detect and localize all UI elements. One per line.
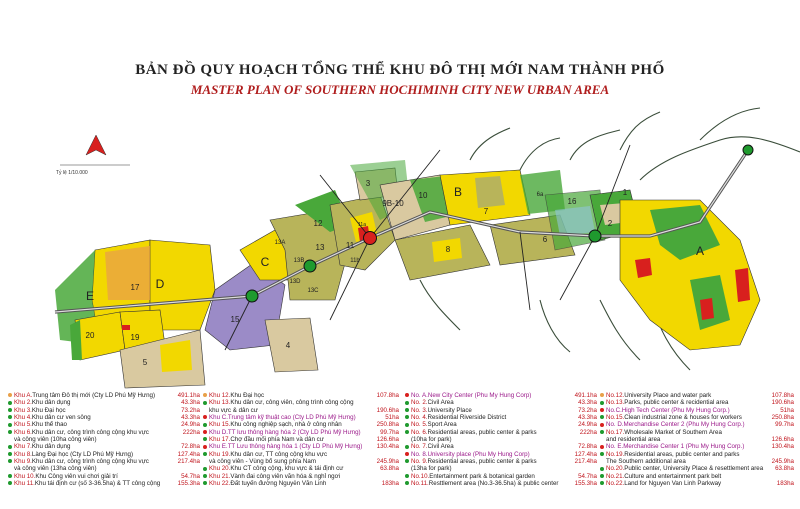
legend-area: 190.6ha [376, 406, 399, 414]
legend-marker-icon [405, 474, 409, 478]
zone-label-A: A [695, 244, 705, 258]
legend-desc: Khu Đại học [31, 406, 66, 414]
zone-label-11: 11 [345, 241, 355, 250]
legend-desc: The Southern additional area [606, 458, 686, 466]
legend-row [203, 465, 399, 472]
legend-key: Khu 10. [14, 472, 36, 480]
legend-row [203, 436, 399, 443]
legend-desc: Đất tuyến đường Nguyễn Văn Linh [230, 480, 327, 488]
zone-label-B: B [453, 185, 463, 199]
legend-area: 127.4ha [177, 450, 200, 458]
legend-marker-icon [203, 423, 207, 427]
legend-row [203, 473, 399, 480]
legend-english-1 [405, 392, 597, 487]
legend-row [8, 392, 200, 399]
legend-marker-icon [600, 445, 604, 449]
legend-row [203, 399, 399, 406]
legend-marker-icon [203, 474, 207, 478]
legend-desc: University Place and water park [624, 392, 712, 399]
legend-marker-icon [600, 401, 604, 405]
legend-key: No.15. [606, 414, 625, 422]
legend-marker-icon [8, 423, 12, 427]
legend-key: No. 5. [411, 421, 428, 429]
legend-key: No.17. [606, 428, 625, 436]
legend-area: 245.9ha [376, 458, 399, 466]
legend-desc: Sport Area [427, 421, 457, 429]
legend-marker-icon [8, 401, 12, 405]
legend-desc: and residential area [606, 436, 661, 444]
legend-marker-icon [600, 467, 604, 471]
interchange-4 [589, 230, 601, 242]
legend-row [203, 451, 399, 458]
legend-key: Khu D. [209, 428, 228, 436]
legend-desc: Land for Nguyen Van Linh Parkway [624, 480, 722, 488]
legend-desc: Khu dân dụng [31, 443, 71, 451]
legend-desc: TT lưu thông hàng hóa 2 (Cty LD Phú Mỹ Hưng) [227, 428, 361, 436]
legend-row [405, 414, 597, 421]
zone-label-E: E [85, 289, 95, 303]
legend-area: 73.2ha [578, 406, 597, 414]
zone-label-D: D [155, 277, 165, 291]
legend-area: 222ha [579, 428, 597, 436]
zone-label-8: 8 [445, 245, 451, 254]
legend-marker-icon [8, 408, 12, 412]
legend-desc: Trung tâm Đô thị mới (Cty LD Phú Mỹ Hưng) [32, 392, 156, 399]
legend-key: Khu A. [14, 392, 33, 399]
zone-label-2: 2 [607, 219, 613, 228]
legend-marker-icon [8, 452, 12, 456]
legend-key: Khu 15. [209, 421, 231, 429]
legend-desc: Khu CT công cộng, khu vực & tái định cư [230, 465, 344, 473]
legend-area: 155.3ha [574, 480, 597, 488]
legend-desc: Wholesale Market of Southern Area [624, 428, 722, 436]
legend-key: No.22. [606, 480, 625, 488]
legend-row [8, 414, 200, 421]
legend-desc: Khu Đại học [230, 392, 265, 399]
zone-label-10: 10 [418, 191, 428, 200]
legend-desc: Civil Area [427, 443, 454, 451]
map-title-vietnamese: BẢN ĐỒ QUY HOẠCH TỔNG THỂ KHU ĐÔ THỊ MỚI NAM THÀNH PHỐ [135, 62, 665, 78]
scale-label: Tỷ lệ 1/10.000 [56, 170, 88, 176]
legend-row [203, 392, 399, 399]
legend-row [600, 392, 794, 399]
zone-4-area [265, 318, 318, 372]
legend-row [8, 407, 200, 414]
legend-row [600, 414, 794, 421]
legend-key: Khu 19. [209, 450, 231, 458]
legend-marker-icon [203, 415, 207, 419]
interchange-1 [246, 290, 258, 302]
legend-key: No. 3. [411, 406, 428, 414]
legend-desc: Civil Area [427, 399, 454, 407]
legend-desc: Resttlement area (No.3-36.5ha) & public center [428, 480, 559, 488]
legend-row [600, 429, 794, 436]
legend-marker-icon [405, 401, 409, 405]
legend-desc: Clean industrial zone & houses for workers [624, 414, 742, 422]
legend-key: No.20. [606, 465, 625, 473]
legend-row [8, 421, 200, 428]
legend-marker-icon [203, 401, 207, 405]
legend-area: 51ha [780, 406, 794, 414]
legend-key: No. 8. [411, 450, 428, 458]
legend-row [8, 443, 200, 450]
legend-desc: Khu dân cư, TT công cộng khu vực [230, 450, 328, 458]
legend-desc: University Place [427, 406, 472, 414]
legend-marker-icon [600, 393, 604, 397]
legend-key: Khu 17. [209, 436, 231, 444]
legend-key: Khu 21. [209, 472, 231, 480]
legend-row [405, 392, 597, 399]
legend-key: Khu 12. [209, 392, 231, 399]
legend-area: 73.2ha [181, 406, 200, 414]
legend-desc: khu vực & dân cư [209, 406, 258, 414]
legend-area: 183ha [776, 480, 794, 488]
legend-area: 43.3ha [181, 399, 200, 407]
legend-key: Khu 9. [14, 458, 32, 466]
legend-marker-icon [405, 408, 409, 412]
legend-key: Khu 8. [14, 450, 32, 458]
legend-desc: và công viên (13ha công viên) [14, 465, 97, 473]
legend-area: 130.4ha [376, 443, 399, 451]
zone-label-7: 7 [483, 207, 489, 216]
legend-marker-icon [405, 459, 409, 463]
legend-desc: Khu Công viên vui chơi giải trí [35, 472, 118, 480]
legend-key: No.C. [606, 406, 622, 414]
legend-desc: Entertainment park & botanical garden [429, 472, 535, 480]
zone-label-9B-10: 9B-10 [382, 199, 404, 208]
legend-key: No. 6. [411, 428, 428, 436]
legend-desc: Vành đai công viên văn hóa & nghỉ ngơi [230, 472, 341, 480]
legend-key: No.12. [606, 392, 625, 399]
legend-desc: Residential areas, public center & parks [427, 458, 537, 466]
legend-marker-icon [203, 445, 207, 449]
legend-desc: Khu dân cư, công trình công cộng khu vực [31, 428, 149, 436]
legend-marker-icon [8, 393, 12, 397]
legend-area: 107.8ha [376, 392, 399, 399]
legend-row [600, 458, 794, 465]
legend-row [8, 451, 200, 458]
zone-label-4: 4 [285, 341, 291, 350]
legend-key: No. 4. [411, 414, 428, 422]
legend-marker-icon [600, 452, 604, 456]
legend-marker-icon [405, 452, 409, 456]
legend-desc: Merchandise Center 2 (Phu My Hung Corp.) [623, 421, 745, 429]
legend-marker-icon [203, 437, 207, 441]
zone-label-5: 5 [142, 358, 148, 367]
legend-key: Khu 4. [14, 414, 32, 422]
legend-key: No. A. [411, 392, 428, 399]
legend-marker-icon [600, 481, 604, 485]
legend-key: Khu 3. [14, 406, 32, 414]
legend-marker-icon [405, 423, 409, 427]
legend-desc: Trung tâm kỹ thuật cao (Cty LD Phú Mỹ Hưng) [227, 414, 356, 422]
legend-row [405, 465, 597, 472]
zone-label-15: 15 [230, 315, 240, 324]
legend-desc: Parks, public center & recidential area [624, 399, 729, 407]
legend-marker-icon [405, 415, 409, 419]
legend-desc: Culture and entertainment park belt [624, 472, 722, 480]
legend-desc: Khu dân cư, công trình công cộng khu vực [31, 458, 149, 466]
legend-row [600, 473, 794, 480]
legend-area: 250.8ha [771, 414, 794, 422]
legend-marker-icon [600, 408, 604, 412]
legend-row [405, 429, 597, 436]
legend-key: Khu 13. [209, 399, 231, 407]
legend-row [405, 407, 597, 414]
legend-row [405, 399, 597, 406]
legend-desc: Public center, University Place & resettlement area [624, 465, 764, 473]
north-arrow-icon [60, 135, 130, 165]
legend-row [405, 436, 597, 443]
legend-area: 250.8ha [376, 421, 399, 429]
zone-label-17: 17 [130, 283, 140, 292]
legend-row [405, 480, 597, 487]
legend-row [405, 451, 597, 458]
legend-marker-icon [600, 423, 604, 427]
legend-area: 217.4ha [177, 458, 200, 466]
legend-area: 72.8ha [578, 443, 597, 451]
legend-marker-icon [8, 445, 12, 449]
legend-marker-icon [8, 430, 12, 434]
zone-label-13D: 13D [289, 279, 301, 285]
legend-vietnamese-1 [8, 392, 200, 487]
legend-row [405, 473, 597, 480]
zone-label-16: 16 [567, 197, 577, 206]
legend-area: 63.8ha [380, 465, 399, 473]
legend-marker-icon [8, 474, 12, 478]
legend-area: 130.4ha [771, 443, 794, 451]
zone-label-20: 20 [85, 331, 95, 340]
legend-desc: Merchandise Center 1 (Phu My Hung Corp.) [623, 443, 745, 451]
legend-area: 43.3ha [578, 414, 597, 422]
legend-area: 222ha [182, 428, 200, 436]
legend-row [600, 451, 794, 458]
legend-vietnamese-2 [203, 392, 399, 487]
legend-area: 126.6ha [376, 436, 399, 444]
legend-key: Khu 5. [14, 421, 32, 429]
legend-area: 54.7ha [578, 472, 597, 480]
zone-label-1: 1 [622, 188, 628, 197]
legend-area: 43.3ha [181, 414, 200, 422]
legend-row [203, 480, 399, 487]
legend-row [203, 443, 399, 450]
zone-label-12: 12 [313, 219, 323, 228]
zone-A-area [620, 200, 760, 350]
legend-key: Khu 2. [14, 399, 32, 407]
legend-area: 51ha [385, 414, 399, 422]
legend-key: No.21. [606, 472, 625, 480]
legend-marker-icon [600, 474, 604, 478]
legend-key: Khu 6. [14, 428, 32, 436]
legend-key: Khu 20. [209, 465, 231, 473]
legend-area: 491.1ha [177, 392, 200, 399]
legend-marker-icon [203, 481, 207, 485]
legend-area: 491.1ha [574, 392, 597, 399]
legend-desc: Khu tái định cư (số 3-36.5ha) & TT công cộng [34, 480, 161, 488]
legend-marker-icon [405, 430, 409, 434]
legend-area: 126.6ha [771, 436, 794, 444]
legend-area: 24.9ha [181, 421, 200, 429]
legend-desc: (13ha for park) [411, 465, 452, 473]
legend-marker-icon [8, 415, 12, 419]
legend-key: Khu E. [209, 443, 228, 451]
legend-area: 72.8ha [181, 443, 200, 451]
interchange-3 [364, 232, 377, 245]
legend-row [8, 480, 200, 487]
legend-row [203, 407, 399, 414]
legend-area: 63.8ha [775, 465, 794, 473]
legend-row [600, 480, 794, 487]
legend-english-2 [600, 392, 794, 487]
legend-area: 245.9ha [771, 458, 794, 466]
legend-row [405, 443, 597, 450]
legend-row [8, 465, 200, 472]
legend-desc: Khu thể thao [31, 421, 67, 429]
legend-row [203, 414, 399, 421]
legend-area: 107.8ha [771, 392, 794, 399]
legend-desc: TT Lưu thông hàng hóa 1 (Cty LD Phú Mỹ Hưng) [227, 443, 363, 451]
legend-desc: và công viên - Vùng bổ sung phía Nam [209, 458, 316, 466]
legend-row [405, 458, 597, 465]
legend-desc: High Tech Center (Phu My Hung Corp.) [621, 406, 730, 414]
zone-label-13B: 13B [293, 258, 305, 264]
legend-area: 217.4ha [574, 458, 597, 466]
legend-area: 183ha [381, 480, 399, 488]
interchange-2 [304, 260, 316, 272]
legend-marker-icon [600, 430, 604, 434]
legend-key: No. 2. [411, 399, 428, 407]
legend-marker-icon [405, 481, 409, 485]
legend-key: No.19. [606, 450, 625, 458]
legend-marker-icon [600, 415, 604, 419]
legend-row [203, 429, 399, 436]
legend-desc: Chợ đầu mối phía Nam và dân cư [230, 436, 324, 444]
legend-row [8, 436, 200, 443]
legend-area: 99.7ha [380, 428, 399, 436]
legend-desc: Residential areas, public center & parks [427, 428, 537, 436]
legend-row [8, 458, 200, 465]
legend-desc: Khu dân dụng [31, 399, 71, 407]
legend-desc: New City Center (Phu My Hung Corp) [427, 392, 532, 399]
legend-key: Khu 11. [14, 480, 35, 488]
legend-key: Khu 7. [14, 443, 32, 451]
legend-area: 24.9ha [578, 421, 597, 429]
zone-label-6a: 6a [536, 192, 544, 198]
zone-label-11b: 11b [350, 258, 360, 264]
legend-row [203, 421, 399, 428]
map-title-english: MASTER PLAN OF SOUTHERN HOCHIMINH CITY NEW URBAN AREA [190, 82, 610, 97]
legend-row [8, 473, 200, 480]
legend-area: 190.6ha [771, 399, 794, 407]
legend-desc: Khu dân cư, công viên, công trình công cộng [230, 399, 354, 407]
zone-label-C: C [260, 255, 270, 269]
legend-marker-icon [203, 393, 207, 397]
legend-row [8, 399, 200, 406]
legend-row [600, 443, 794, 450]
legend-row [600, 436, 794, 443]
legend-key: No. 9. [411, 458, 428, 466]
zone-label-13A: 13A [274, 240, 286, 246]
legend-desc: (10ha for park) [411, 436, 452, 444]
legend-desc: Khu dân cư ven sông [31, 414, 91, 422]
legend-area: 155.3ha [177, 480, 200, 488]
legend-row [600, 407, 794, 414]
legend-row [600, 421, 794, 428]
zone-label-13C: 13C [307, 288, 319, 294]
zone-label-19: 19 [130, 333, 140, 342]
legend-key: No.13. [606, 399, 625, 407]
legend-marker-icon [203, 467, 207, 471]
legend-row [405, 421, 597, 428]
legend-key: No. D. [606, 421, 624, 429]
legend-desc: Khu công nghiệp sạch, nhà ở công nhân [230, 421, 342, 429]
legend-marker-icon [405, 393, 409, 397]
legend-area: 54.7ha [181, 472, 200, 480]
legend-key: No.10. [411, 472, 430, 480]
legend-key: No. E. [606, 443, 624, 451]
legend-marker-icon [203, 452, 207, 456]
legend-marker-icon [203, 430, 207, 434]
legend-row [8, 429, 200, 436]
legend-row [600, 399, 794, 406]
legend-area: 127.4ha [574, 450, 597, 458]
zone-label-13: 13 [315, 243, 325, 252]
legend-desc: University place (Phu My Hung Corp) [427, 450, 530, 458]
legend-key: Khu 22. [209, 480, 231, 488]
legend-marker-icon [8, 459, 12, 463]
legend-desc: Làng Đại học (Cty LD Phú Mỹ Hưng) [31, 450, 134, 458]
legend-key: No.11. [411, 480, 429, 488]
legend-area: 99.7ha [775, 421, 794, 429]
legend-area: 43.3ha [578, 399, 597, 407]
zone-label-6: 6 [542, 235, 548, 244]
legend-row [600, 465, 794, 472]
zone-label-3: 3 [365, 179, 371, 188]
legend-desc: Residential areas, public center and parks [624, 450, 740, 458]
legend-marker-icon [405, 445, 409, 449]
legend-desc: và công viên (10ha công viên) [14, 436, 97, 444]
legend-key: No. 7. [411, 443, 428, 451]
legend-row [203, 458, 399, 465]
zone-label-11a: 11a [358, 222, 366, 228]
interchange-5 [743, 145, 753, 155]
legend-desc: Residential Riverside District [427, 414, 507, 422]
legend-marker-icon [8, 481, 12, 485]
legend-key: Khu C. [209, 414, 228, 422]
